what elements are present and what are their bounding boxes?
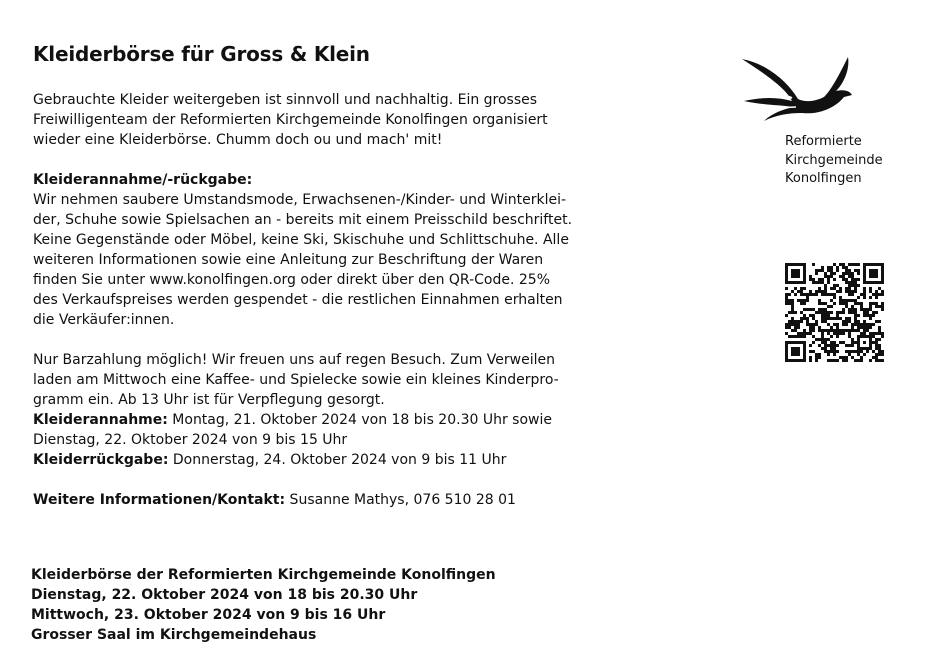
logo-text-line: Reformierte <box>785 134 862 149</box>
intro-paragraph <box>33 90 593 150</box>
acceptance-line: Keine Gegenstände oder Möbel, keine Ski, Skischuhe und Schlittschuhe. Alle <box>33 232 569 248</box>
contact-line <box>33 490 593 510</box>
logo-text-line: Konolfingen <box>785 171 862 186</box>
body-text <box>33 90 593 510</box>
payment-line: gramm ein. Ab 13 Uhr ist für Verpflegung gesorgt. <box>33 392 385 408</box>
annahme-line-2: Dienstag, 22. Oktober 2024 von 9 bis 15 Uhr <box>33 432 348 448</box>
acceptance-line: weiteren Informationen sowie eine Anleitung zur Beschriftung der Waren <box>33 252 544 268</box>
footer-block <box>31 565 496 645</box>
intro-line: Freiwilligenteam der Reformierten Kirchgemeinde Konolfingen organisiert <box>33 112 548 128</box>
intro-line: wieder eine Kleiderbörse. Chumm doch ou und mach' mit! <box>33 132 443 148</box>
rueckgabe-line <box>33 450 593 470</box>
contact-text: Susanne Mathys, 076 510 28 01 <box>285 492 516 508</box>
acceptance-line: die Verkäufer:innen. <box>33 312 175 328</box>
payment-line: laden am Mittwoch eine Kaffee- und Spielecke sowie ein kleines Kinderpro- <box>33 372 559 388</box>
footer-line: Dienstag, 22. Oktober 2024 von 18 bis 20.30 Uhr <box>31 587 418 603</box>
rueckgabe-label: Kleiderrückgabe: <box>33 452 169 468</box>
acceptance-paragraph <box>33 170 593 330</box>
footer-line: Kleiderbörse der Reformierten Kirchgemeinde Konolfingen <box>31 567 496 583</box>
intro-line: Gebrauchte Kleider weitergeben ist sinnvoll und nachhaltig. Ein grosses <box>33 92 538 108</box>
payment-paragraph <box>33 350 593 470</box>
acceptance-heading: Kleiderannahme/-rückgabe: <box>33 172 253 188</box>
payment-line: Nur Barzahlung möglich! Wir freuen uns auf regen Besuch. Zum Verweilen <box>33 352 555 368</box>
footer-line: Grosser Saal im Kirchgemeindehaus <box>31 627 317 643</box>
acceptance-line: der, Schuhe sowie Spielsachen an - bereits mit einem Preisschild beschriftet. <box>33 212 573 228</box>
contact-label: Weitere Informationen/Kontakt: <box>33 492 286 508</box>
page-title: Kleiderbörse für Gross & Klein <box>33 42 370 66</box>
annahme-label: Kleiderannahme: <box>33 412 168 428</box>
footer-line: Mittwoch, 23. Oktober 2024 von 9 bis 16 Uhr <box>31 607 386 623</box>
annahme-text: Montag, 21. Oktober 2024 von 18 bis 20.30 Uhr sowie <box>167 412 552 428</box>
logo-text <box>785 133 883 189</box>
rueckgabe-text: Donnerstag, 24. Oktober 2024 von 9 bis 11 Uhr <box>168 452 507 468</box>
logo-text-line: Kirchgemeinde <box>785 152 883 168</box>
annahme-line <box>33 410 593 430</box>
qr-code-icon[interactable] <box>785 263 884 362</box>
dove-logo-icon <box>740 55 890 125</box>
acceptance-line: des Verkaufspreises werden gespendet - die restlichen Einnahmen erhalten <box>33 292 563 308</box>
acceptance-line: finden Sie unter www.konolfingen.org oder direkt über den QR-Code. 25% <box>33 272 551 288</box>
acceptance-line: Wir nehmen saubere Umstandsmode, Erwachsenen-/Kinder- und Winterklei- <box>33 192 567 208</box>
